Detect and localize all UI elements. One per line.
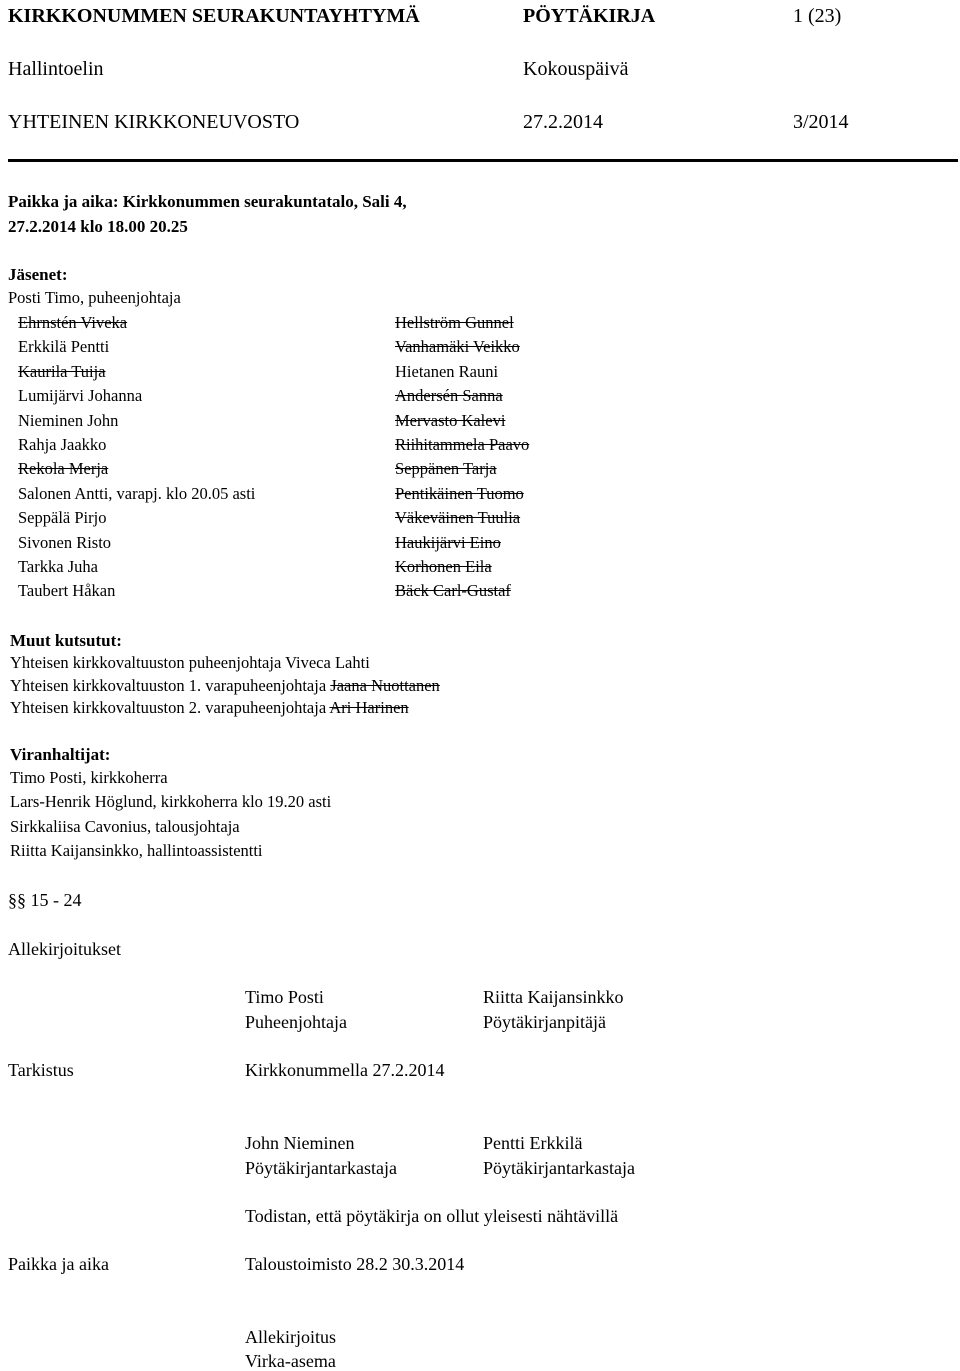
footer-signature: Allekirjoitus — [245, 1327, 336, 1347]
left-member: Salonen Antti, varapj. klo 20.05 asti — [18, 483, 256, 503]
review-place-date: Kirkkonummella 27.2.2014 — [245, 1060, 445, 1080]
meeting-date: 27.2.2014 — [523, 111, 603, 133]
others-line-2-struck: Jaana Nuottanen — [330, 676, 440, 695]
right-member: Mervasto Kalevi — [395, 410, 506, 430]
header-rule — [8, 159, 958, 162]
others-line-3-struck: Ari Harinen — [329, 698, 409, 717]
right-member: Hietanen Rauni — [395, 361, 499, 381]
signer-2-name: Riitta Kaijansinkko — [483, 987, 624, 1007]
members-heading: Jäsenet: — [8, 265, 68, 284]
sections-range: §§ 15 - 24 — [8, 890, 82, 910]
left-member: Lumijärvi Johanna — [18, 386, 143, 406]
reviewer-1-role: Pöytäkirjantarkastaja — [245, 1158, 397, 1178]
signer-1-role: Puheenjohtaja — [245, 1012, 347, 1032]
others-line-2-text: Yhteisen kirkkovaltuuston 1. varapuheenjohtaja — [10, 676, 331, 695]
reviewer-2-name: Pentti Erkkilä — [483, 1133, 583, 1153]
left-member: Rekola Merja — [18, 459, 109, 479]
officials-heading: Viranhaltijat: — [10, 745, 111, 764]
others-line-3 — [10, 700, 409, 717]
signer-2-role: Pöytäkirjanpitäjä — [483, 1012, 606, 1032]
meeting-number: 3/2014 — [793, 111, 849, 133]
body-label: Hallintoelin — [8, 58, 104, 80]
document-type: PÖYTÄKIRJA — [523, 5, 656, 27]
certification-text: Todistan, että pöytäkirja on ollut yleisesti nähtävillä — [245, 1206, 619, 1226]
official-item: Timo Posti, kirkkoherra — [10, 768, 168, 787]
right-member: Hellström Gunnel — [395, 313, 514, 332]
right-member: Korhonen Eila — [395, 557, 492, 576]
org-name: KIRKKONUMMEN SEURAKUNTAYHTYMÄ — [8, 5, 420, 27]
left-member: Nieminen John — [18, 410, 119, 430]
right-member: Väkeväinen Tuulia — [395, 508, 521, 528]
display-value: Taloustoimisto 28.2 30.3.2014 — [245, 1254, 465, 1274]
date-label: Kokouspäivä — [523, 58, 629, 80]
place-time-line1: Paikka ja aika: Kirkkonummen seurakuntatalo, Sali 4, — [8, 192, 407, 211]
display-label: Paikka ja aika — [8, 1254, 109, 1274]
left-member: Kaurila Tuija — [18, 361, 106, 381]
signer-1-name: Timo Posti — [245, 987, 324, 1007]
others-line-2 — [10, 678, 440, 695]
right-member: Seppänen Tarja — [395, 459, 497, 479]
others-line-3-text: Yhteisen kirkkovaltuuston 2. varapuheenjohtaja — [10, 698, 330, 717]
left-member: Sivonen Risto — [18, 532, 112, 552]
others-heading: Muut kutsutut: — [10, 631, 122, 650]
review-label: Tarkistus — [8, 1060, 74, 1080]
left-member: Taubert Håkan — [18, 581, 116, 601]
others-line-1: Yhteisen kirkkovaltuuston puheenjohtaja Viveca Lahti — [10, 653, 370, 672]
left-member: Rahja Jaakko — [18, 435, 107, 454]
footer-position: Virka-asema — [245, 1351, 336, 1371]
place-time-line2: 27.2.2014 klo 18.00 20.25 — [8, 217, 188, 236]
right-member: Riihitammela Paavo — [395, 435, 530, 454]
signatures-label: Allekirjoitukset — [8, 939, 121, 959]
chair-member: Posti Timo, puheenjohtaja — [8, 288, 181, 307]
governing-body: YHTEINEN KIRKKONEUVOSTO — [8, 111, 300, 133]
left-member: Tarkka Juha — [18, 557, 98, 576]
right-member: Vanhamäki Veikko — [395, 337, 520, 357]
reviewer-2-role: Pöytäkirjantarkastaja — [483, 1158, 635, 1178]
page-number: 1 (23) — [793, 5, 842, 27]
right-member: Bäck Carl-Gustaf — [395, 581, 511, 601]
right-member: Haukijärvi Eino — [395, 532, 501, 552]
right-member: Andersén Sanna — [395, 386, 503, 406]
official-item: Sirkkaliisa Cavonius, talousjohtaja — [10, 817, 240, 836]
official-item: Lars-Henrik Höglund, kirkkoherra klo 19.20 asti — [10, 792, 332, 811]
left-member: Seppälä Pirjo — [18, 508, 107, 528]
official-item: Riitta Kaijansinkko, hallintoassistentti — [10, 841, 263, 860]
reviewer-1-name: John Nieminen — [245, 1133, 355, 1153]
left-member: Erkkilä Pentti — [18, 337, 110, 357]
left-member: Ehrnstén Viveka — [18, 313, 128, 332]
right-member: Pentikäinen Tuomo — [395, 483, 524, 503]
